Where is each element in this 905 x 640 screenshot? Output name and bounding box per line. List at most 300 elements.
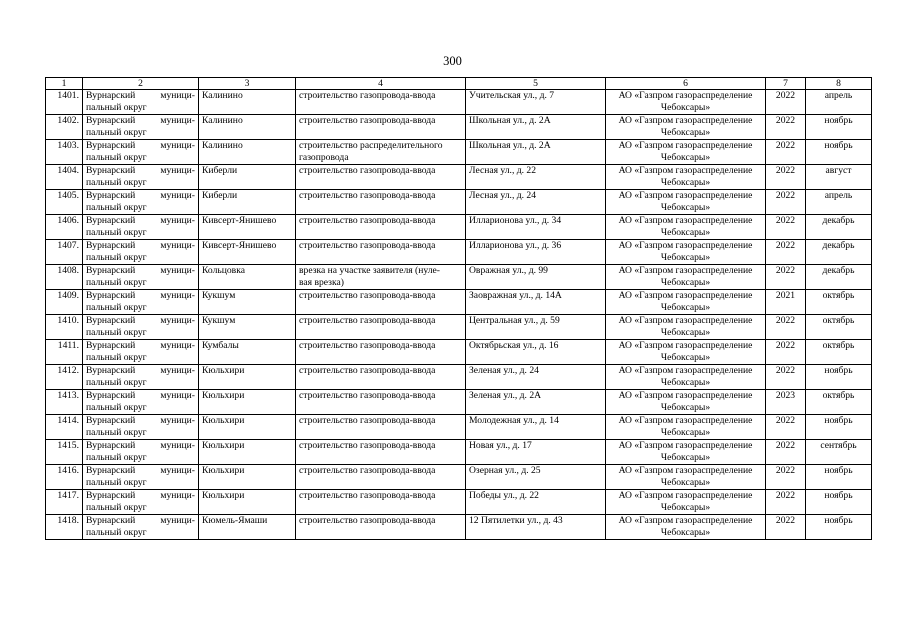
district-line-1 [86,165,195,177]
organization-line-2: Чебоксары» [660,451,711,463]
work-type-cell [296,315,466,340]
work-type-cell [296,140,466,165]
organization-line-1: АО «Газпром газораспределение [618,440,753,451]
column-number-6: 6 [606,78,766,90]
organization-line-2: Чебоксары» [660,301,711,313]
table-row [46,165,872,190]
month-cell: ноябрь [806,515,872,540]
organization-line-1: АО «Газпром газораспределение [618,515,753,526]
row-number: 1415. [46,440,83,465]
work-type-cell [296,490,466,515]
district-word-2: муници- [160,515,195,526]
organization-line-2: Чебоксары» [660,176,711,188]
work-type-line-1: строительство распределительного [299,140,443,151]
work-type-line-1: строительство газопровода-ввода [299,390,436,401]
district-word-2: муници- [160,215,195,226]
organization-line-2: Чебоксары» [660,351,711,363]
district-word-1: Вурнарский [86,140,136,151]
district-cell [83,240,199,265]
organization-line-1: АО «Газпром газораспределение [618,240,753,251]
table-row [46,90,872,115]
organization-line-2: Чебоксары» [660,226,711,238]
organization-line-1: АО «Газпром газораспределение [618,290,753,301]
year-cell: 2022 [766,315,806,340]
row-number: 1408. [46,265,83,290]
year-cell: 2022 [766,465,806,490]
month-cell: сентябрь [806,440,872,465]
month-cell: октябрь [806,315,872,340]
district-line-2: пальный округ [86,276,147,288]
organization-line-1: АО «Газпром газораспределение [618,365,753,376]
organization-line-2: Чебоксары» [660,501,711,513]
organization-line-1: АО «Газпром газораспределение [618,315,753,326]
organization-line-2: Чебоксары» [660,326,711,338]
table-row [46,215,872,240]
work-type-line-1: строительство газопровода-ввода [299,415,436,426]
address-cell: Школьная ул., д. 2А [466,115,606,140]
district-word-2: муници- [160,90,195,101]
month-cell: ноябрь [806,465,872,490]
organization-line-2: Чебоксары» [660,101,711,113]
district-word-2: муници- [160,440,195,451]
settlement-cell: Кольцовка [199,265,296,290]
district-word-1: Вурнарский [86,190,136,201]
organization-line-2: Чебоксары» [660,251,711,263]
table-row [46,140,872,165]
work-type-line-1: строительство газопровода-ввода [299,90,436,101]
month-cell: апрель [806,190,872,215]
table-row [46,415,872,440]
address-cell: Школьная ул., д. 2А [466,140,606,165]
organization-line-2: Чебоксары» [660,476,711,488]
year-cell: 2022 [766,440,806,465]
work-type-cell [296,215,466,240]
district-word-1: Вурнарский [86,415,136,426]
organization-cell [606,390,766,415]
district-word-1: Вурнарский [86,490,136,501]
district-cell [83,115,199,140]
settlement-cell: Кюльхири [199,440,296,465]
year-cell: 2021 [766,290,806,315]
organization-cell [606,165,766,190]
month-cell: ноябрь [806,365,872,390]
address-cell: Зеленая ул., д. 2А [466,390,606,415]
organization-cell [606,415,766,440]
district-word-2: муници- [160,140,195,151]
district-line-2: пальный округ [86,351,147,363]
district-line-2: пальный округ [86,226,147,238]
settlement-cell: Кукшум [199,290,296,315]
column-number-5: 5 [466,78,606,90]
district-line-2: пальный округ [86,101,147,113]
district-line-1 [86,265,195,277]
district-line-1 [86,115,195,127]
district-line-2: пальный округ [86,176,147,188]
district-cell [83,465,199,490]
district-line-1 [86,415,195,427]
district-line-2: пальный округ [86,251,147,263]
organization-cell [606,465,766,490]
district-line-2: пальный округ [86,151,147,163]
row-number: 1411. [46,340,83,365]
district-line-1 [86,315,195,327]
work-type-line-1: строительство газопровода-ввода [299,365,436,376]
district-word-2: муници- [160,190,195,201]
table-row [46,190,872,215]
year-cell: 2022 [766,490,806,515]
table-row [46,440,872,465]
district-cell [83,215,199,240]
row-number: 1402. [46,115,83,140]
organization-line-2: Чебоксары» [660,201,711,213]
address-cell: Илларионова ул., д. 34 [466,215,606,240]
district-word-1: Вурнарский [86,290,136,301]
work-type-cell [296,515,466,540]
district-word-2: муници- [160,490,195,501]
work-type-line-1: строительство газопровода-ввода [299,115,436,126]
district-word-1: Вурнарский [86,240,136,251]
organization-line-2: Чебоксары» [660,426,711,438]
year-cell: 2022 [766,415,806,440]
district-word-2: муници- [160,165,195,176]
district-line-2: пальный округ [86,451,147,463]
month-cell: декабрь [806,240,872,265]
district-word-1: Вурнарский [86,215,136,226]
organization-line-2: Чебоксары» [660,151,711,163]
year-cell: 2023 [766,390,806,415]
work-type-line-1: строительство газопровода-ввода [299,340,436,351]
organization-cell [606,140,766,165]
settlement-cell: Киберли [199,190,296,215]
district-cell [83,315,199,340]
district-line-1 [86,190,195,202]
work-type-cell [296,165,466,190]
page-number: 300 [443,54,462,68]
district-cell [83,190,199,215]
settlement-cell: Калинино [199,140,296,165]
organization-line-1: АО «Газпром газораспределение [618,490,753,501]
organization-line-1: АО «Газпром газораспределение [618,465,753,476]
table-row [46,115,872,140]
year-cell: 2022 [766,140,806,165]
row-number: 1414. [46,415,83,440]
organization-cell [606,215,766,240]
address-cell: Заовражная ул., д. 14А [466,290,606,315]
organization-cell [606,440,766,465]
settlement-cell: Кюльхири [199,415,296,440]
district-cell [83,515,199,540]
district-line-1 [86,515,195,527]
district-line-2: пальный округ [86,376,147,388]
organization-line-1: АО «Газпром газораспределение [618,215,753,226]
address-cell: Победы ул., д. 22 [466,490,606,515]
row-number: 1410. [46,315,83,340]
table-row [46,365,872,390]
organization-cell [606,515,766,540]
settlement-cell: Кивсерт-Янишево [199,215,296,240]
district-line-2: пальный округ [86,426,147,438]
district-line-2: пальный округ [86,126,147,138]
address-cell: Центральная ул., д. 59 [466,315,606,340]
table-row [46,340,872,365]
row-number: 1416. [46,465,83,490]
column-number-row [46,78,872,90]
work-type-line-1: строительство газопровода-ввода [299,490,436,501]
organization-cell [606,340,766,365]
row-number: 1412. [46,365,83,390]
district-line-2: пальный округ [86,501,147,513]
district-word-2: муници- [160,465,195,476]
work-type-cell [296,340,466,365]
month-cell: декабрь [806,265,872,290]
organization-cell [606,265,766,290]
settlement-cell: Киберли [199,165,296,190]
work-type-line-1: строительство газопровода-ввода [299,165,436,176]
address-cell: Озерная ул., д. 25 [466,465,606,490]
district-line-1 [86,90,195,102]
organization-cell [606,365,766,390]
district-line-2: пальный округ [86,326,147,338]
column-number-2: 2 [83,78,199,90]
district-line-2: пальный округ [86,301,147,313]
district-line-2: пальный округ [86,476,147,488]
gasification-table [45,77,872,540]
year-cell: 2022 [766,90,806,115]
table-row [46,240,872,265]
table-row [46,390,872,415]
organization-cell [606,490,766,515]
organization-line-1: АО «Газпром газораспределение [618,265,753,276]
row-number: 1417. [46,490,83,515]
organization-line-2: Чебоксары» [660,401,711,413]
address-cell: 12 Пятилетки ул., д. 43 [466,515,606,540]
district-word-2: муници- [160,315,195,326]
district-word-1: Вурнарский [86,515,136,526]
table-row [46,265,872,290]
district-line-2: пальный округ [86,526,147,538]
district-word-1: Вурнарский [86,340,136,351]
district-cell [83,265,199,290]
district-line-1 [86,290,195,302]
row-number: 1404. [46,165,83,190]
district-word-2: муници- [160,115,195,126]
work-type-cell [296,415,466,440]
work-type-cell [296,240,466,265]
organization-line-2: Чебоксары» [660,276,711,288]
row-number: 1418. [46,515,83,540]
organization-line-1: АО «Газпром газораспределение [618,190,753,201]
work-type-line-1: строительство газопровода-ввода [299,315,436,326]
settlement-cell: Кюльхири [199,365,296,390]
row-number: 1409. [46,290,83,315]
address-cell: Учительская ул., д. 7 [466,90,606,115]
address-cell: Лесная ул., д. 24 [466,190,606,215]
organization-cell [606,315,766,340]
district-line-2: пальный округ [86,201,147,213]
table-body [46,90,872,540]
table-row [46,490,872,515]
settlement-cell: Кюльхири [199,490,296,515]
settlement-cell: Кюмель-Ямаши [199,515,296,540]
work-type-line-1: строительство газопровода-ввода [299,515,436,526]
district-line-1 [86,215,195,227]
column-number-4: 4 [296,78,466,90]
organization-line-1: АО «Газпром газораспределение [618,415,753,426]
district-cell [83,90,199,115]
year-cell: 2022 [766,340,806,365]
organization-line-1: АО «Газпром газораспределение [618,165,753,176]
district-cell [83,165,199,190]
district-line-1 [86,240,195,252]
address-cell: Илларионова ул., д. 36 [466,240,606,265]
district-line-1 [86,490,195,502]
row-number: 1401. [46,90,83,115]
work-type-cell [296,290,466,315]
district-word-1: Вурнарский [86,265,136,276]
work-type-cell [296,390,466,415]
year-cell: 2022 [766,265,806,290]
year-cell: 2022 [766,115,806,140]
district-word-2: муници- [160,240,195,251]
organization-line-2: Чебоксары» [660,376,711,388]
district-cell [83,440,199,465]
settlement-cell: Кивсерт-Янишево [199,240,296,265]
settlement-cell: Кукшум [199,315,296,340]
month-cell: август [806,165,872,190]
settlement-cell: Кумбалы [199,340,296,365]
work-type-cell [296,265,466,290]
row-number: 1406. [46,215,83,240]
row-number: 1407. [46,240,83,265]
district-word-1: Вурнарский [86,165,136,176]
month-cell: октябрь [806,340,872,365]
settlement-cell: Калинино [199,115,296,140]
month-cell: ноябрь [806,115,872,140]
work-type-cell [296,190,466,215]
table-row [46,315,872,340]
month-cell: декабрь [806,215,872,240]
organization-line-2: Чебоксары» [660,126,711,138]
work-type-line-1: строительство газопровода-ввода [299,240,436,251]
table-row [46,290,872,315]
month-cell: ноябрь [806,140,872,165]
work-type-line-1: строительство газопровода-ввода [299,215,436,226]
year-cell: 2022 [766,190,806,215]
month-cell: ноябрь [806,490,872,515]
work-type-cell [296,465,466,490]
work-type-cell [296,90,466,115]
year-cell: 2022 [766,365,806,390]
row-number: 1413. [46,390,83,415]
organization-cell [606,240,766,265]
work-type-line-1: строительство газопровода-ввода [299,290,436,301]
work-type-line-1: врезка на участке заявителя (нуле- [299,265,440,276]
organization-line-1: АО «Газпром газораспределение [618,340,753,351]
month-cell: октябрь [806,390,872,415]
district-cell [83,290,199,315]
work-type-line-1: строительство газопровода-ввода [299,440,436,451]
district-word-2: муници- [160,290,195,301]
district-word-2: муници- [160,340,195,351]
work-type-cell [296,365,466,390]
work-type-line-1: строительство газопровода-ввода [299,190,436,201]
work-type-line-2: газопровода [299,151,349,163]
organization-line-1: АО «Газпром газораспределение [618,115,753,126]
organization-cell [606,90,766,115]
district-word-1: Вурнарский [86,90,136,101]
district-cell [83,390,199,415]
district-word-1: Вурнарский [86,115,136,126]
district-line-2: пальный округ [86,401,147,413]
address-cell: Новая ул., д. 17 [466,440,606,465]
work-type-cell [296,440,466,465]
district-word-2: муници- [160,265,195,276]
district-word-1: Вурнарский [86,390,136,401]
district-word-1: Вурнарский [86,465,136,476]
organization-cell [606,190,766,215]
district-cell [83,490,199,515]
district-cell [83,340,199,365]
work-type-line-1: строительство газопровода-ввода [299,465,436,476]
district-word-2: муници- [160,365,195,376]
row-number: 1403. [46,140,83,165]
year-cell: 2022 [766,215,806,240]
work-type-cell [296,115,466,140]
column-number-1: 1 [46,78,83,90]
row-number: 1405. [46,190,83,215]
column-number-7: 7 [766,78,806,90]
column-number-3: 3 [199,78,296,90]
month-cell: ноябрь [806,415,872,440]
district-line-1 [86,365,195,377]
table-row [46,515,872,540]
organization-line-1: АО «Газпром газораспределение [618,390,753,401]
year-cell: 2022 [766,240,806,265]
month-cell: апрель [806,90,872,115]
district-cell [83,140,199,165]
organization-cell [606,115,766,140]
settlement-cell: Кюльхири [199,465,296,490]
district-line-1 [86,465,195,477]
district-word-2: муници- [160,415,195,426]
month-cell: октябрь [806,290,872,315]
settlement-cell: Калинино [199,90,296,115]
district-cell [83,415,199,440]
organization-cell [606,290,766,315]
district-cell [83,365,199,390]
column-number-8: 8 [806,78,872,90]
address-cell: Зеленая ул., д. 24 [466,365,606,390]
organization-line-2: Чебоксары» [660,526,711,538]
district-word-1: Вурнарский [86,315,136,326]
table-row [46,465,872,490]
district-line-1 [86,440,195,452]
settlement-cell: Кюльхири [199,390,296,415]
work-type-line-2: вая врезка) [299,276,344,288]
organization-line-1: АО «Газпром газораспределение [618,90,753,101]
district-line-1 [86,390,195,402]
district-word-1: Вурнарский [86,440,136,451]
district-line-1 [86,340,195,352]
address-cell: Октябрьская ул., д. 16 [466,340,606,365]
organization-line-1: АО «Газпром газораспределение [618,140,753,151]
district-word-1: Вурнарский [86,365,136,376]
address-cell: Молодежная ул., д. 14 [466,415,606,440]
address-cell: Овражная ул., д. 99 [466,265,606,290]
year-cell: 2022 [766,165,806,190]
year-cell: 2022 [766,515,806,540]
district-line-1 [86,140,195,152]
